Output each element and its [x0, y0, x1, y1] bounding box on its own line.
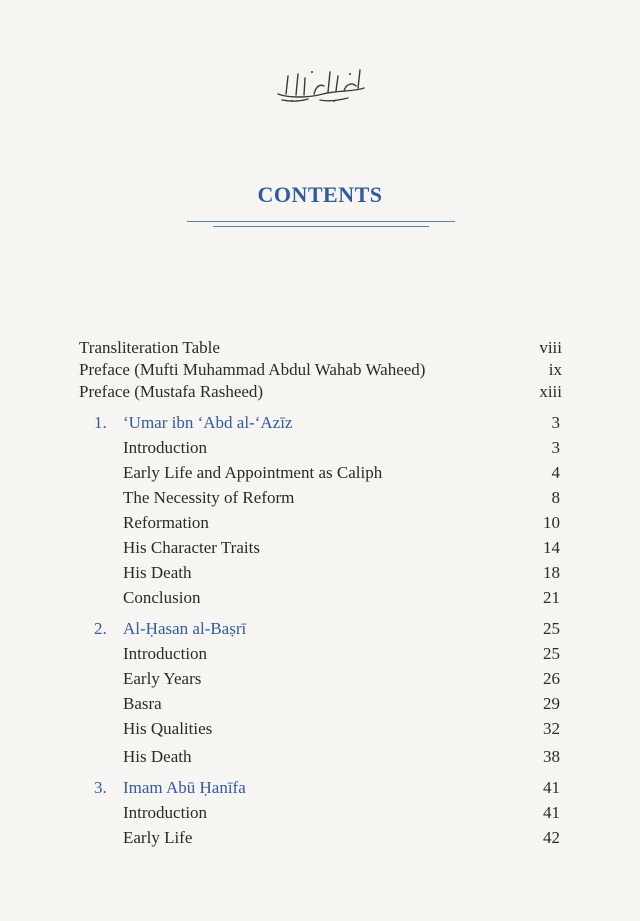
toc-section[interactable]	[0, 826, 640, 850]
section-label: His Character Traits	[123, 538, 260, 557]
toc-chapter-2[interactable]	[0, 617, 640, 641]
toc-entry-label: Preface (Mustafa Rasheed)	[79, 382, 264, 401]
section-page: 8	[551, 488, 560, 507]
section-label: Early Years	[123, 669, 202, 688]
section-page: 41	[543, 803, 560, 822]
toc-chapter-3[interactable]	[0, 776, 640, 800]
toc-entry-page: xiii	[539, 382, 562, 401]
section-label: Early Life	[123, 828, 193, 847]
chapter-title: Al-Ḥasan al-Baṣrī	[123, 619, 247, 638]
toc-entry-page: ix	[548, 360, 562, 379]
toc-section[interactable]	[0, 586, 640, 610]
section-label: The Necessity of Reform	[123, 488, 295, 507]
toc-section[interactable]	[0, 511, 640, 535]
toc-section[interactable]	[0, 486, 640, 510]
toc-section[interactable]	[0, 667, 640, 691]
chapter-title: Imam Abū Ḥanīfa	[123, 778, 246, 797]
section-label: His Qualities	[123, 719, 213, 738]
toc-entry-label: Transliteration Table	[79, 338, 220, 357]
toc-section[interactable]	[0, 436, 640, 460]
toc-section[interactable]	[0, 692, 640, 716]
chapter-page: 25	[543, 619, 560, 638]
toc-entry-front-matter[interactable]	[0, 336, 640, 360]
basmala-calligraphy-icon	[268, 64, 372, 104]
chapter-page: 3	[551, 413, 560, 432]
toc-chapter-1[interactable]	[0, 411, 640, 435]
section-page: 29	[543, 694, 560, 713]
toc-section[interactable]	[0, 561, 640, 585]
toc-section[interactable]	[0, 801, 640, 825]
section-label: Early Life and Appointment as Caliph	[123, 463, 383, 482]
section-page: 25	[543, 644, 560, 663]
section-label: Reformation	[123, 513, 209, 532]
section-label: Basra	[123, 694, 162, 713]
toc-section[interactable]	[0, 461, 640, 485]
toc-entry-front-matter[interactable]	[0, 358, 640, 382]
chapter-number: 1.	[94, 413, 107, 432]
toc-section[interactable]	[0, 717, 640, 741]
section-page: 14	[543, 538, 560, 557]
chapter-number: 3.	[94, 778, 107, 797]
section-label: His Death	[123, 563, 192, 582]
toc-section[interactable]	[0, 642, 640, 666]
title-divider-bottom	[213, 226, 429, 227]
section-page: 10	[543, 513, 560, 532]
section-page: 26	[543, 669, 560, 688]
toc-section[interactable]	[0, 745, 640, 769]
chapter-title: ‘Umar ibn ‘Abd al-‘Azīz	[123, 413, 293, 432]
section-page: 38	[543, 747, 560, 766]
toc-entry-page: viii	[539, 338, 562, 357]
chapter-page: 41	[543, 778, 560, 797]
toc-entry-front-matter[interactable]	[0, 380, 640, 404]
section-label: Introduction	[123, 438, 208, 457]
section-label: His Death	[123, 747, 192, 766]
section-page: 18	[543, 563, 560, 582]
page-title: CONTENTS	[257, 182, 383, 207]
toc-entry-label: Preface (Mufti Muhammad Abdul Wahab Waheed)	[79, 360, 426, 379]
section-page: 32	[543, 719, 560, 738]
section-page: 42	[543, 828, 560, 847]
section-label: Conclusion	[123, 588, 201, 607]
chapter-number: 2.	[94, 619, 107, 638]
section-page: 4	[551, 463, 560, 482]
title-divider-top	[187, 221, 455, 222]
section-label: Introduction	[123, 644, 208, 663]
section-page: 3	[551, 438, 560, 457]
toc-section[interactable]	[0, 536, 640, 560]
section-page: 21	[543, 588, 560, 607]
section-label: Introduction	[123, 803, 208, 822]
